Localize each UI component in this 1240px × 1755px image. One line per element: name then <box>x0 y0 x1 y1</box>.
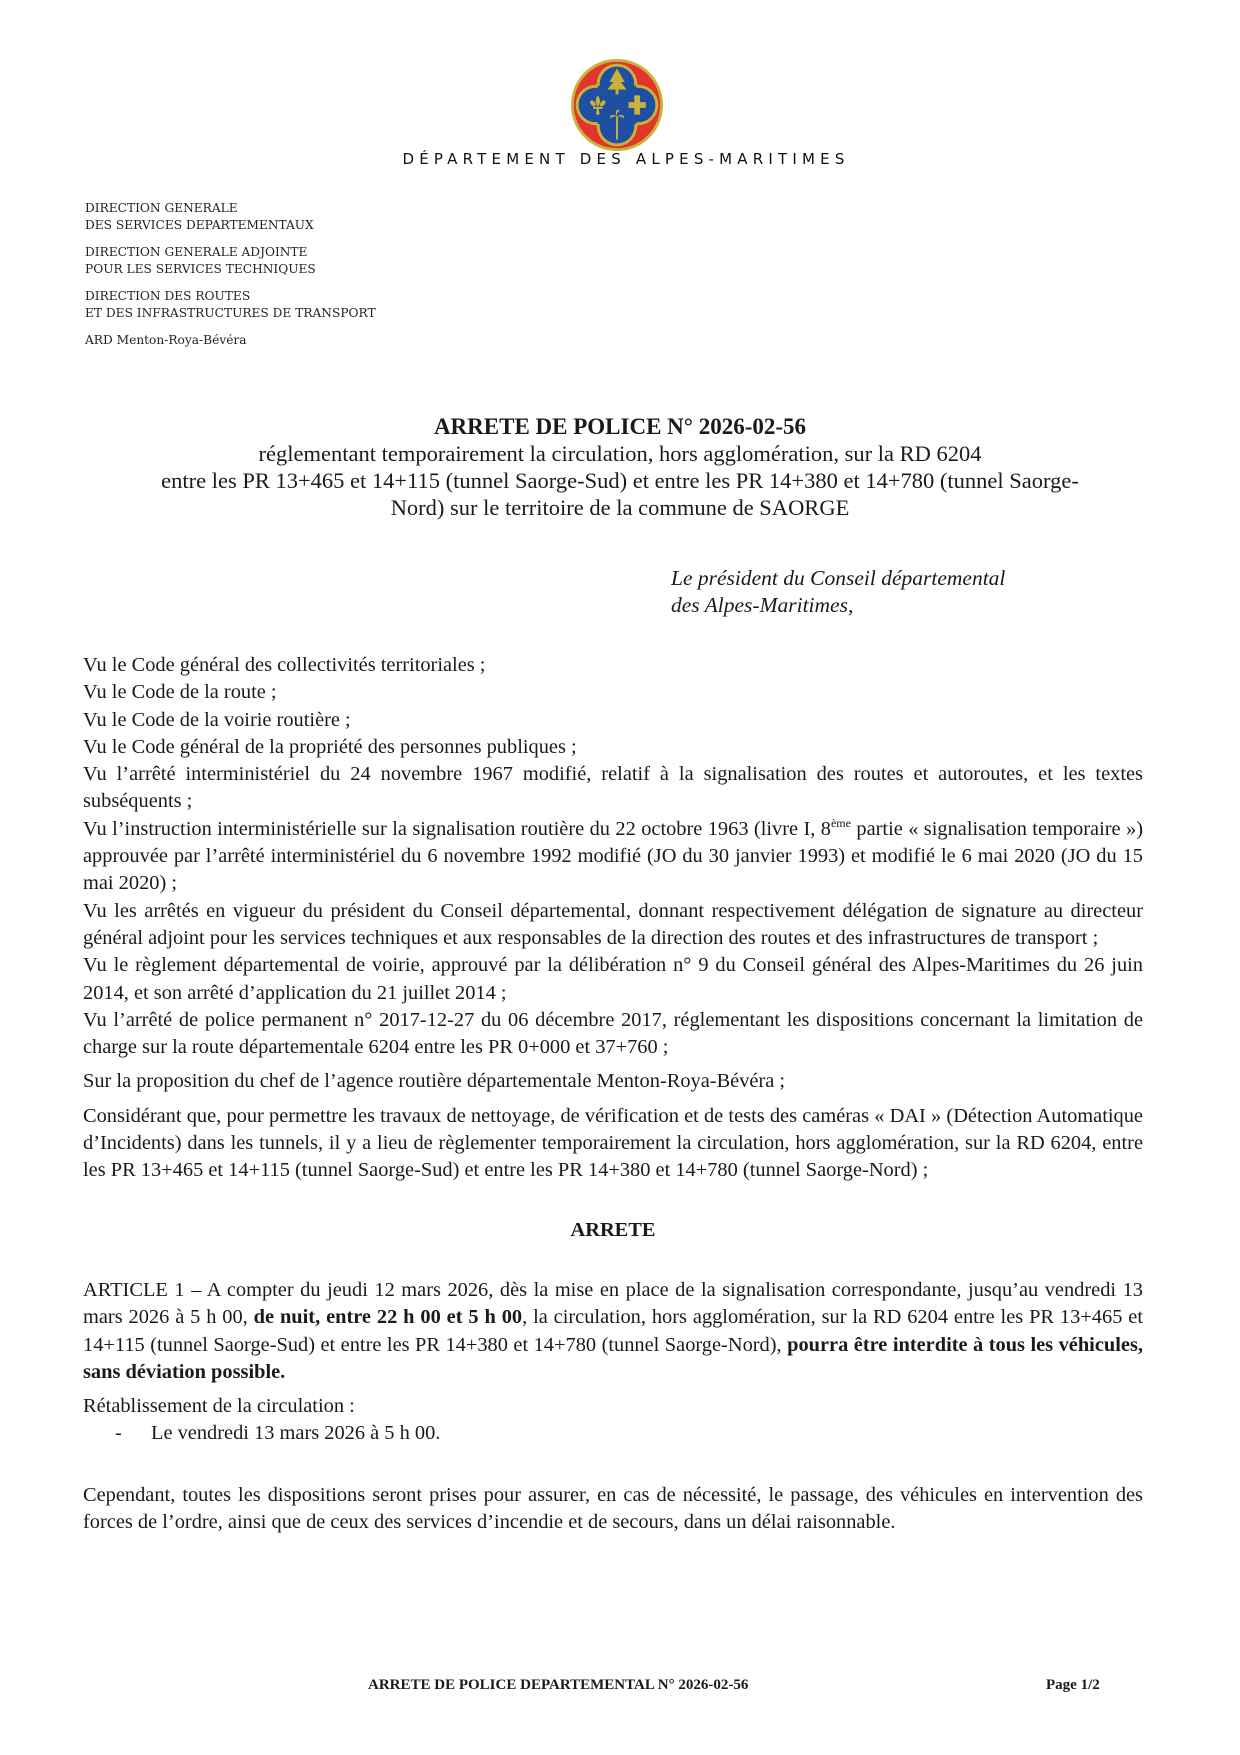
service-group <box>85 200 376 234</box>
superscript: ème <box>830 815 851 830</box>
decree-body <box>83 652 1143 1536</box>
president-line: Le président du Conseil départemental <box>671 566 1006 590</box>
decree-subtitle-line: entre les PR 13+465 et 14+115 (tunnel Saorge-Sud) et entre les PR 14+380 et 14+780 (tunnel Saorge- <box>161 468 1079 493</box>
visa-item: Vu le Code général des collectivités territoriales ; <box>83 654 486 676</box>
decree-subtitle-line: réglementant temporairement la circulation, hors agglomération, sur la RD 6204 <box>258 441 982 466</box>
visa-item: Vu le Code de la voirie routière ; <box>83 708 351 731</box>
visa-item <box>83 816 1143 898</box>
considerant: Considérant que, pour permettre les travaux de nettoyage, de vérification et de tests des caméras « DAI » (Détection Automatique d’Incidents) dans les tunnels, il y a lieu de règlementer temporairement la circulation, hors agglomération, sur la RD 6204, entre les PR 13+465 et 14+115 (tunnel Saorge-Sud) et entre les PR 14+380 et 14+780 (tunnel Saorge-Nord) ; <box>83 1104 1143 1182</box>
visa-item: Vu le règlement départemental de voirie, approuvé par la délibération n° 9 du Conseil général des Alpes-Maritimes du 26 juin 2014, et son arrêté d’application du 21 juillet 2014 ; <box>83 954 1143 1004</box>
service-group <box>85 332 376 349</box>
arrete-heading: ARRETE <box>570 1218 656 1241</box>
visa-item: Vu le Code de la route ; <box>83 681 277 704</box>
service-group <box>85 244 376 278</box>
retablissement-date: Le vendredi 13 mars 2026 à 5 h 00. <box>151 1422 441 1445</box>
service-line: ARD Menton-Roya-Bévéra <box>85 333 247 347</box>
department-name: DÉPARTEMENT DES ALPES-MARITIMES <box>402 150 850 168</box>
retablissement-label: Rétablissement de la circulation : <box>83 1395 355 1418</box>
service-line: POUR LES SERVICES TECHNIQUES <box>85 262 316 276</box>
decree-subtitle-line: Nord) sur le territoire de la commune de SAORGE <box>390 495 850 520</box>
visa-text: Vu l’instruction interministérielle sur la signalisation routière du 22 octobre 1963 (livre I, 8 <box>83 817 831 840</box>
service-line: ET DES INFRASTRUCTURES DE TRANSPORT <box>85 306 376 320</box>
president-signatory <box>671 565 1005 619</box>
visa-item: Vu les arrêtés en vigueur du président du Conseil départemental, donnant respectivement délégation de signature au directeur général adjoint pour les services techniques et aux responsables de la direction des routes et des infrastructures de transport ; <box>83 899 1143 949</box>
service-line: DES SERVICES DEPARTEMENTAUX <box>85 218 314 232</box>
article-text: ARTICLE 1 – A compter du jeudi 12 mars 2026, dès la mise en place de la signalisation correspondante, jusqu’au vendredi 13 mars 2026 à 5 h 00, <box>83 1278 1143 1329</box>
service-line: DIRECTION GENERALE ADJOINTE <box>85 245 308 259</box>
article-1 <box>83 1277 1143 1386</box>
visa-item: Vu l’arrêté interministériel du 24 novembre 1967 modifié, relatif à la signalisation des routes et autoroutes, et les textes subséquents ; <box>83 763 1143 813</box>
article-text: , la circulation, hors agglomération, sur la RD 6204 entre les PR 13+465 et 14+115 (tunnel Saorge-Sud) et entre les PR 14+380 et 14+780 (tunnel Saorge-Nord), <box>83 1306 1143 1356</box>
decree-title <box>80 413 1160 521</box>
cependant-paragraph: Cependant, toutes les dispositions seront prises pour assurer, en cas de nécessité, le passage, des véhicules en intervention des forces de l’ordre, ainsi que de ceux des services d’incendie et de secours, dans un délai raisonnable. <box>83 1483 1143 1534</box>
page-number: Page 1/2 <box>1046 1677 1100 1693</box>
president-line: des Alpes-Maritimes, <box>671 593 854 617</box>
footer-reference: ARRETE DE POLICE DEPARTEMENTAL N° 2026-02-56 <box>368 1677 749 1693</box>
dash-bullet-icon: - <box>115 1422 122 1445</box>
visa-item: Vu l’arrêté de police permanent n° 2017-12-27 du 06 décembre 2017, réglementant les dispositions concernant la limitation de charge sur la route départementale 6204 entre les PR 0+000 et 37+760 ; <box>83 1008 1143 1059</box>
service-line: DIRECTION DES ROUTES <box>85 289 251 303</box>
article-emphasis: pourra être interdite à tous les véhicules, sans déviation possible. <box>83 1333 1143 1383</box>
service-line: DIRECTION GENERALE <box>85 201 238 215</box>
retablissement-item <box>83 1420 1143 1447</box>
alpes-maritimes-coat-of-arms-icon <box>569 57 665 153</box>
visa-text: partie « signalisation temporaire ») approuvée par l’arrêté interministériel du 6 novembre 1992 modifié (JO du 30 janvier 1993) et modifié le 6 mai 2020 (JO du 15 mai 2020) ; <box>83 817 1143 895</box>
service-group <box>85 288 376 322</box>
article-emphasis: de nuit, entre 22 h 00 et 5 h 00 <box>253 1306 523 1329</box>
decree-number-heading: ARRETE DE POLICE N° 2026-02-56 <box>433 414 807 439</box>
proposition: Sur la proposition du chef de l’agence routière départementale Menton-Roya-Bévéra ; <box>83 1070 786 1093</box>
issuing-services <box>85 200 376 359</box>
visa-item: Vu le Code général de la propriété des personnes publiques ; <box>83 735 577 758</box>
